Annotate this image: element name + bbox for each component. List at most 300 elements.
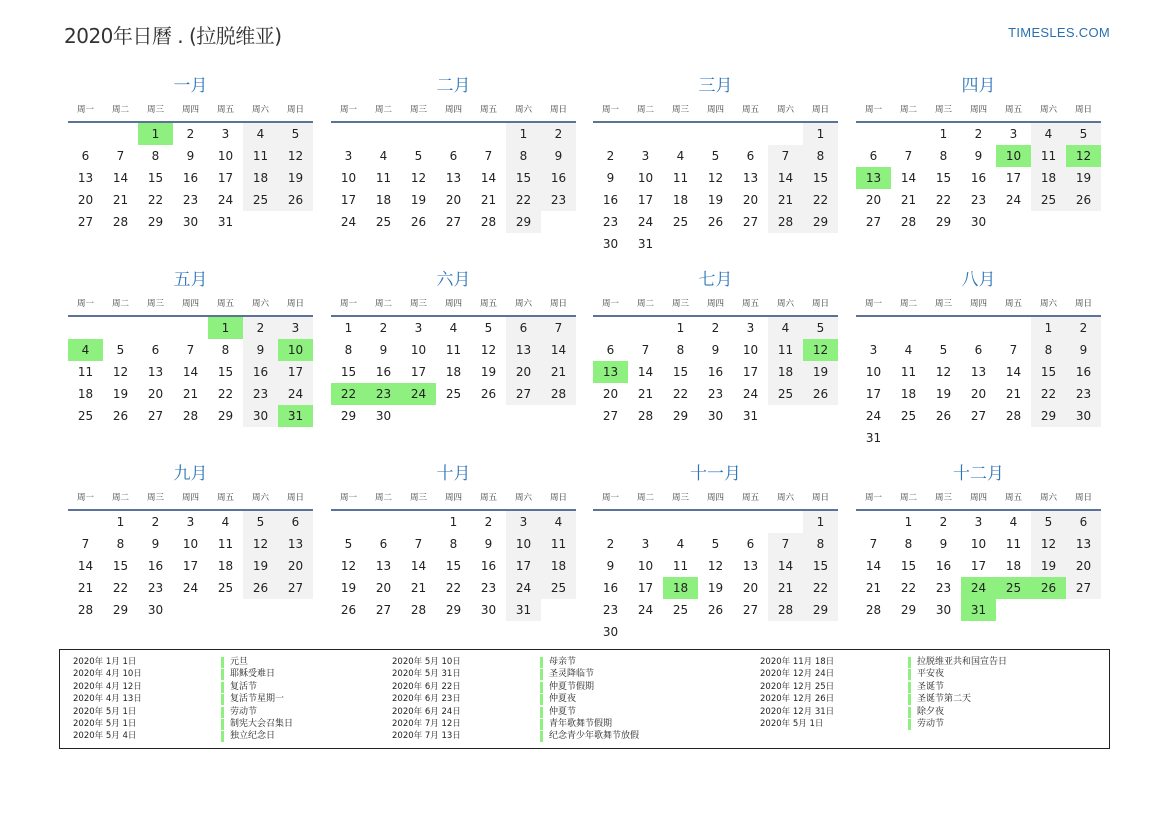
day-cell[interactable]: 27 bbox=[445, 215, 462, 229]
day-cell[interactable]: 10 bbox=[506, 533, 541, 555]
day-cell[interactable]: 3 bbox=[221, 127, 230, 141]
day-cell[interactable]: 17 bbox=[742, 365, 759, 379]
day-cell[interactable]: 17 bbox=[637, 193, 654, 207]
day-cell[interactable]: 3 bbox=[186, 515, 195, 529]
holiday-day-cell[interactable]: 31 bbox=[278, 405, 313, 427]
day-cell[interactable]: 12 bbox=[278, 145, 313, 167]
day-cell[interactable]: 30 bbox=[480, 603, 497, 617]
day-cell[interactable]: 23 bbox=[602, 215, 619, 229]
day-cell[interactable]: 28 bbox=[410, 603, 427, 617]
day-cell[interactable]: 25 bbox=[445, 387, 462, 401]
day-cell[interactable]: 2 bbox=[484, 515, 493, 529]
day-cell[interactable]: 27 bbox=[278, 577, 313, 599]
day-cell[interactable]: 17 bbox=[340, 193, 357, 207]
day-cell[interactable]: 8 bbox=[676, 343, 685, 357]
day-cell[interactable]: 20 bbox=[742, 193, 759, 207]
day-cell[interactable]: 4 bbox=[904, 343, 913, 357]
day-cell[interactable]: 16 bbox=[147, 559, 164, 573]
day-cell[interactable]: 20 bbox=[742, 581, 759, 595]
day-cell[interactable]: 31 bbox=[506, 599, 541, 621]
day-cell[interactable]: 24 bbox=[865, 409, 882, 423]
day-cell[interactable]: 16 bbox=[602, 193, 619, 207]
day-cell[interactable]: 25 bbox=[77, 409, 94, 423]
day-cell[interactable]: 27 bbox=[865, 215, 882, 229]
day-cell[interactable]: 6 bbox=[506, 317, 541, 339]
day-cell[interactable]: 22 bbox=[1031, 383, 1066, 405]
day-cell[interactable]: 25 bbox=[768, 383, 803, 405]
day-cell[interactable]: 5 bbox=[116, 343, 125, 357]
day-cell[interactable]: 10 bbox=[340, 171, 357, 185]
day-cell[interactable]: 7 bbox=[641, 343, 650, 357]
day-cell[interactable]: 26 bbox=[278, 189, 313, 211]
day-cell[interactable]: 10 bbox=[742, 343, 759, 357]
day-cell[interactable]: 9 bbox=[151, 537, 160, 551]
day-cell[interactable]: 8 bbox=[1031, 339, 1066, 361]
day-cell[interactable]: 9 bbox=[606, 171, 615, 185]
day-cell[interactable]: 16 bbox=[541, 167, 576, 189]
day-cell[interactable]: 8 bbox=[344, 343, 353, 357]
day-cell[interactable]: 31 bbox=[865, 431, 882, 445]
day-cell[interactable]: 2 bbox=[939, 515, 948, 529]
day-cell[interactable]: 5 bbox=[344, 537, 353, 551]
day-cell[interactable]: 24 bbox=[742, 387, 759, 401]
day-cell[interactable]: 14 bbox=[480, 171, 497, 185]
day-cell[interactable]: 17 bbox=[182, 559, 199, 573]
day-cell[interactable]: 30 bbox=[182, 215, 199, 229]
day-cell[interactable]: 1 bbox=[904, 515, 913, 529]
day-cell[interactable]: 1 bbox=[116, 515, 125, 529]
day-cell[interactable]: 14 bbox=[410, 559, 427, 573]
day-cell[interactable]: 3 bbox=[344, 149, 353, 163]
day-cell[interactable]: 29 bbox=[217, 409, 234, 423]
day-cell[interactable]: 11 bbox=[672, 559, 689, 573]
day-cell[interactable]: 13 bbox=[1066, 533, 1101, 555]
day-cell[interactable]: 4 bbox=[541, 511, 576, 533]
day-cell[interactable]: 29 bbox=[147, 215, 164, 229]
day-cell[interactable]: 6 bbox=[151, 343, 160, 357]
holiday-day-cell[interactable]: 25 bbox=[996, 577, 1031, 599]
day-cell[interactable]: 26 bbox=[340, 603, 357, 617]
day-cell[interactable]: 3 bbox=[506, 511, 541, 533]
day-cell[interactable]: 7 bbox=[81, 537, 90, 551]
day-cell[interactable]: 14 bbox=[112, 171, 129, 185]
day-cell[interactable]: 24 bbox=[278, 383, 313, 405]
day-cell[interactable]: 8 bbox=[221, 343, 230, 357]
holiday-day-cell[interactable]: 12 bbox=[803, 339, 838, 361]
day-cell[interactable]: 30 bbox=[935, 603, 952, 617]
day-cell[interactable]: 16 bbox=[1066, 361, 1101, 383]
day-cell[interactable]: 27 bbox=[742, 603, 759, 617]
day-cell[interactable]: 12 bbox=[707, 559, 724, 573]
day-cell[interactable]: 27 bbox=[1066, 577, 1101, 599]
day-cell[interactable]: 9 bbox=[186, 149, 195, 163]
day-cell[interactable]: 21 bbox=[900, 193, 917, 207]
day-cell[interactable]: 18 bbox=[1031, 167, 1066, 189]
day-cell[interactable]: 3 bbox=[1009, 127, 1018, 141]
day-cell[interactable]: 15 bbox=[803, 555, 838, 577]
day-cell[interactable]: 7 bbox=[768, 145, 803, 167]
day-cell[interactable]: 11 bbox=[672, 171, 689, 185]
day-cell[interactable]: 22 bbox=[506, 189, 541, 211]
day-cell[interactable]: 14 bbox=[182, 365, 199, 379]
day-cell[interactable]: 27 bbox=[77, 215, 94, 229]
day-cell[interactable]: 22 bbox=[672, 387, 689, 401]
day-cell[interactable]: 23 bbox=[707, 387, 724, 401]
day-cell[interactable]: 25 bbox=[672, 603, 689, 617]
day-cell[interactable]: 17 bbox=[970, 559, 987, 573]
day-cell[interactable]: 14 bbox=[900, 171, 917, 185]
day-cell[interactable]: 6 bbox=[974, 343, 983, 357]
day-cell[interactable]: 22 bbox=[900, 581, 917, 595]
day-cell[interactable]: 31 bbox=[217, 215, 234, 229]
day-cell[interactable]: 1 bbox=[803, 123, 838, 145]
day-cell[interactable]: 14 bbox=[637, 365, 654, 379]
day-cell[interactable]: 5 bbox=[939, 343, 948, 357]
day-cell[interactable]: 4 bbox=[1031, 123, 1066, 145]
day-cell[interactable]: 27 bbox=[602, 409, 619, 423]
day-cell[interactable]: 2 bbox=[974, 127, 983, 141]
day-cell[interactable]: 15 bbox=[112, 559, 129, 573]
day-cell[interactable]: 29 bbox=[803, 211, 838, 233]
day-cell[interactable]: 2 bbox=[1066, 317, 1101, 339]
day-cell[interactable]: 26 bbox=[480, 387, 497, 401]
day-cell[interactable]: 10 bbox=[410, 343, 427, 357]
day-cell[interactable]: 25 bbox=[541, 577, 576, 599]
day-cell[interactable]: 24 bbox=[182, 581, 199, 595]
day-cell[interactable]: 4 bbox=[379, 149, 388, 163]
day-cell[interactable]: 19 bbox=[410, 193, 427, 207]
day-cell[interactable]: 19 bbox=[278, 167, 313, 189]
day-cell[interactable]: 6 bbox=[869, 149, 878, 163]
day-cell[interactable]: 3 bbox=[641, 149, 650, 163]
day-cell[interactable]: 20 bbox=[865, 193, 882, 207]
day-cell[interactable]: 21 bbox=[768, 189, 803, 211]
day-cell[interactable]: 16 bbox=[480, 559, 497, 573]
day-cell[interactable]: 12 bbox=[243, 533, 278, 555]
holiday-day-cell[interactable]: 10 bbox=[278, 339, 313, 361]
day-cell[interactable]: 24 bbox=[217, 193, 234, 207]
day-cell[interactable]: 10 bbox=[637, 559, 654, 573]
day-cell[interactable]: 14 bbox=[865, 559, 882, 573]
day-cell[interactable]: 30 bbox=[602, 625, 619, 639]
day-cell[interactable]: 20 bbox=[375, 581, 392, 595]
day-cell[interactable]: 8 bbox=[151, 149, 160, 163]
day-cell[interactable]: 18 bbox=[768, 361, 803, 383]
day-cell[interactable]: 28 bbox=[77, 603, 94, 617]
day-cell[interactable]: 1 bbox=[676, 321, 685, 335]
day-cell[interactable]: 28 bbox=[768, 211, 803, 233]
day-cell[interactable]: 15 bbox=[217, 365, 234, 379]
day-cell[interactable]: 13 bbox=[445, 171, 462, 185]
day-cell[interactable]: 29 bbox=[672, 409, 689, 423]
holiday-day-cell[interactable]: 1 bbox=[208, 317, 243, 339]
day-cell[interactable]: 4 bbox=[768, 317, 803, 339]
day-cell[interactable]: 6 bbox=[1066, 511, 1101, 533]
day-cell[interactable]: 27 bbox=[375, 603, 392, 617]
day-cell[interactable]: 8 bbox=[904, 537, 913, 551]
day-cell[interactable]: 14 bbox=[768, 555, 803, 577]
day-cell[interactable]: 26 bbox=[707, 215, 724, 229]
day-cell[interactable]: 17 bbox=[217, 171, 234, 185]
day-cell[interactable]: 20 bbox=[1066, 555, 1101, 577]
day-cell[interactable]: 28 bbox=[865, 603, 882, 617]
day-cell[interactable]: 21 bbox=[77, 581, 94, 595]
holiday-day-cell[interactable]: 18 bbox=[663, 577, 698, 599]
day-cell[interactable]: 4 bbox=[221, 515, 230, 529]
day-cell[interactable]: 18 bbox=[541, 555, 576, 577]
day-cell[interactable]: 8 bbox=[449, 537, 458, 551]
day-cell[interactable]: 16 bbox=[243, 361, 278, 383]
day-cell[interactable]: 11 bbox=[445, 343, 462, 357]
day-cell[interactable]: 20 bbox=[77, 193, 94, 207]
day-cell[interactable]: 3 bbox=[869, 343, 878, 357]
day-cell[interactable]: 19 bbox=[112, 387, 129, 401]
day-cell[interactable]: 8 bbox=[116, 537, 125, 551]
day-cell[interactable]: 23 bbox=[935, 581, 952, 595]
day-cell[interactable]: 19 bbox=[480, 365, 497, 379]
day-cell[interactable]: 24 bbox=[637, 603, 654, 617]
day-cell[interactable]: 5 bbox=[1031, 511, 1066, 533]
day-cell[interactable]: 24 bbox=[1005, 193, 1022, 207]
day-cell[interactable]: 15 bbox=[672, 365, 689, 379]
day-cell[interactable]: 25 bbox=[1031, 189, 1066, 211]
day-cell[interactable]: 6 bbox=[81, 149, 90, 163]
day-cell[interactable]: 16 bbox=[935, 559, 952, 573]
day-cell[interactable]: 20 bbox=[506, 361, 541, 383]
day-cell[interactable]: 22 bbox=[935, 193, 952, 207]
brand-link[interactable]: TIMESLES.COM bbox=[1008, 25, 1110, 40]
day-cell[interactable]: 27 bbox=[742, 215, 759, 229]
day-cell[interactable]: 12 bbox=[112, 365, 129, 379]
day-cell[interactable]: 15 bbox=[445, 559, 462, 573]
day-cell[interactable]: 21 bbox=[768, 577, 803, 599]
day-cell[interactable]: 12 bbox=[480, 343, 497, 357]
day-cell[interactable]: 19 bbox=[1031, 555, 1066, 577]
day-cell[interactable]: 2 bbox=[186, 127, 195, 141]
day-cell[interactable]: 5 bbox=[1066, 123, 1101, 145]
day-cell[interactable]: 27 bbox=[970, 409, 987, 423]
day-cell[interactable]: 23 bbox=[970, 193, 987, 207]
day-cell[interactable]: 1 bbox=[1031, 317, 1066, 339]
day-cell[interactable]: 13 bbox=[506, 339, 541, 361]
day-cell[interactable]: 10 bbox=[970, 537, 987, 551]
day-cell[interactable]: 9 bbox=[1066, 339, 1101, 361]
day-cell[interactable]: 13 bbox=[375, 559, 392, 573]
day-cell[interactable]: 10 bbox=[182, 537, 199, 551]
day-cell[interactable]: 25 bbox=[900, 409, 917, 423]
day-cell[interactable]: 21 bbox=[410, 581, 427, 595]
day-cell[interactable]: 21 bbox=[541, 361, 576, 383]
day-cell[interactable]: 8 bbox=[939, 149, 948, 163]
day-cell[interactable]: 2 bbox=[243, 317, 278, 339]
day-cell[interactable]: 15 bbox=[1031, 361, 1066, 383]
day-cell[interactable]: 28 bbox=[637, 409, 654, 423]
day-cell[interactable]: 18 bbox=[445, 365, 462, 379]
day-cell[interactable]: 9 bbox=[606, 559, 615, 573]
day-cell[interactable]: 24 bbox=[340, 215, 357, 229]
day-cell[interactable]: 20 bbox=[602, 387, 619, 401]
day-cell[interactable]: 30 bbox=[1066, 405, 1101, 427]
day-cell[interactable]: 18 bbox=[672, 193, 689, 207]
day-cell[interactable]: 1 bbox=[939, 127, 948, 141]
day-cell[interactable]: 31 bbox=[742, 409, 759, 423]
day-cell[interactable]: 18 bbox=[77, 387, 94, 401]
day-cell[interactable]: 26 bbox=[707, 603, 724, 617]
day-cell[interactable]: 9 bbox=[379, 343, 388, 357]
day-cell[interactable]: 29 bbox=[935, 215, 952, 229]
day-cell[interactable]: 7 bbox=[484, 149, 493, 163]
day-cell[interactable]: 14 bbox=[77, 559, 94, 573]
day-cell[interactable]: 26 bbox=[1066, 189, 1101, 211]
day-cell[interactable]: 26 bbox=[935, 409, 952, 423]
day-cell[interactable]: 11 bbox=[768, 339, 803, 361]
day-cell[interactable]: 25 bbox=[243, 189, 278, 211]
day-cell[interactable]: 6 bbox=[449, 149, 458, 163]
day-cell[interactable]: 27 bbox=[147, 409, 164, 423]
day-cell[interactable]: 9 bbox=[974, 149, 983, 163]
holiday-day-cell[interactable]: 24 bbox=[961, 577, 996, 599]
day-cell[interactable]: 24 bbox=[506, 577, 541, 599]
day-cell[interactable]: 1 bbox=[449, 515, 458, 529]
day-cell[interactable]: 28 bbox=[900, 215, 917, 229]
day-cell[interactable]: 5 bbox=[484, 321, 493, 335]
day-cell[interactable]: 11 bbox=[375, 171, 392, 185]
day-cell[interactable]: 7 bbox=[869, 537, 878, 551]
day-cell[interactable]: 22 bbox=[217, 387, 234, 401]
day-cell[interactable]: 27 bbox=[506, 383, 541, 405]
day-cell[interactable]: 11 bbox=[243, 145, 278, 167]
day-cell[interactable]: 19 bbox=[803, 361, 838, 383]
day-cell[interactable]: 20 bbox=[970, 387, 987, 401]
day-cell[interactable]: 7 bbox=[904, 149, 913, 163]
day-cell[interactable]: 26 bbox=[112, 409, 129, 423]
day-cell[interactable]: 4 bbox=[243, 123, 278, 145]
day-cell[interactable]: 17 bbox=[865, 387, 882, 401]
day-cell[interactable]: 25 bbox=[375, 215, 392, 229]
day-cell[interactable]: 5 bbox=[711, 149, 720, 163]
day-cell[interactable]: 12 bbox=[707, 171, 724, 185]
day-cell[interactable]: 28 bbox=[480, 215, 497, 229]
day-cell[interactable]: 13 bbox=[147, 365, 164, 379]
day-cell[interactable]: 7 bbox=[541, 317, 576, 339]
day-cell[interactable]: 23 bbox=[602, 603, 619, 617]
holiday-day-cell[interactable]: 26 bbox=[1031, 577, 1066, 599]
day-cell[interactable]: 30 bbox=[707, 409, 724, 423]
day-cell[interactable]: 1 bbox=[344, 321, 353, 335]
day-cell[interactable]: 2 bbox=[606, 149, 615, 163]
day-cell[interactable]: 2 bbox=[606, 537, 615, 551]
day-cell[interactable]: 13 bbox=[970, 365, 987, 379]
day-cell[interactable]: 18 bbox=[900, 387, 917, 401]
day-cell[interactable]: 5 bbox=[278, 123, 313, 145]
day-cell[interactable]: 3 bbox=[641, 537, 650, 551]
day-cell[interactable]: 15 bbox=[506, 167, 541, 189]
day-cell[interactable]: 11 bbox=[541, 533, 576, 555]
day-cell[interactable]: 11 bbox=[217, 537, 234, 551]
day-cell[interactable]: 14 bbox=[541, 339, 576, 361]
day-cell[interactable]: 10 bbox=[217, 149, 234, 163]
day-cell[interactable]: 28 bbox=[182, 409, 199, 423]
day-cell[interactable]: 9 bbox=[711, 343, 720, 357]
day-cell[interactable]: 9 bbox=[541, 145, 576, 167]
day-cell[interactable]: 22 bbox=[803, 189, 838, 211]
day-cell[interactable]: 25 bbox=[217, 581, 234, 595]
day-cell[interactable]: 19 bbox=[1066, 167, 1101, 189]
holiday-day-cell[interactable]: 4 bbox=[68, 339, 103, 361]
holiday-day-cell[interactable]: 24 bbox=[401, 383, 436, 405]
day-cell[interactable]: 30 bbox=[147, 603, 164, 617]
day-cell[interactable]: 10 bbox=[865, 365, 882, 379]
day-cell[interactable]: 17 bbox=[410, 365, 427, 379]
holiday-day-cell[interactable]: 1 bbox=[138, 123, 173, 145]
day-cell[interactable]: 16 bbox=[970, 171, 987, 185]
day-cell[interactable]: 14 bbox=[768, 167, 803, 189]
day-cell[interactable]: 3 bbox=[974, 515, 983, 529]
day-cell[interactable]: 26 bbox=[803, 383, 838, 405]
day-cell[interactable]: 1 bbox=[803, 511, 838, 533]
day-cell[interactable]: 20 bbox=[147, 387, 164, 401]
day-cell[interactable]: 30 bbox=[375, 409, 392, 423]
day-cell[interactable]: 16 bbox=[375, 365, 392, 379]
holiday-day-cell[interactable]: 13 bbox=[856, 167, 891, 189]
day-cell[interactable]: 18 bbox=[375, 193, 392, 207]
day-cell[interactable]: 26 bbox=[410, 215, 427, 229]
day-cell[interactable]: 12 bbox=[935, 365, 952, 379]
day-cell[interactable]: 12 bbox=[410, 171, 427, 185]
day-cell[interactable]: 16 bbox=[602, 581, 619, 595]
day-cell[interactable]: 6 bbox=[746, 537, 755, 551]
day-cell[interactable]: 15 bbox=[935, 171, 952, 185]
day-cell[interactable]: 6 bbox=[746, 149, 755, 163]
day-cell[interactable]: 16 bbox=[182, 171, 199, 185]
day-cell[interactable]: 11 bbox=[900, 365, 917, 379]
day-cell[interactable]: 28 bbox=[112, 215, 129, 229]
day-cell[interactable]: 25 bbox=[672, 215, 689, 229]
day-cell[interactable]: 18 bbox=[1005, 559, 1022, 573]
day-cell[interactable]: 22 bbox=[147, 193, 164, 207]
day-cell[interactable]: 19 bbox=[243, 555, 278, 577]
day-cell[interactable]: 3 bbox=[746, 321, 755, 335]
day-cell[interactable]: 19 bbox=[340, 581, 357, 595]
day-cell[interactable]: 13 bbox=[742, 171, 759, 185]
day-cell[interactable]: 30 bbox=[243, 405, 278, 427]
holiday-day-cell[interactable]: 13 bbox=[593, 361, 628, 383]
day-cell[interactable]: 6 bbox=[379, 537, 388, 551]
day-cell[interactable]: 5 bbox=[243, 511, 278, 533]
day-cell[interactable]: 11 bbox=[77, 365, 94, 379]
day-cell[interactable]: 29 bbox=[803, 599, 838, 621]
day-cell[interactable]: 6 bbox=[606, 343, 615, 357]
day-cell[interactable]: 30 bbox=[602, 237, 619, 251]
day-cell[interactable]: 23 bbox=[243, 383, 278, 405]
day-cell[interactable]: 7 bbox=[414, 537, 423, 551]
day-cell[interactable]: 29 bbox=[900, 603, 917, 617]
day-cell[interactable]: 20 bbox=[445, 193, 462, 207]
day-cell[interactable]: 18 bbox=[217, 559, 234, 573]
day-cell[interactable]: 21 bbox=[480, 193, 497, 207]
day-cell[interactable]: 4 bbox=[1009, 515, 1018, 529]
day-cell[interactable]: 24 bbox=[637, 215, 654, 229]
day-cell[interactable]: 5 bbox=[414, 149, 423, 163]
day-cell[interactable]: 17 bbox=[637, 581, 654, 595]
day-cell[interactable]: 19 bbox=[707, 581, 724, 595]
day-cell[interactable]: 29 bbox=[445, 603, 462, 617]
day-cell[interactable]: 13 bbox=[77, 171, 94, 185]
day-cell[interactable]: 15 bbox=[147, 171, 164, 185]
holiday-day-cell[interactable]: 10 bbox=[996, 145, 1031, 167]
day-cell[interactable]: 9 bbox=[939, 537, 948, 551]
day-cell[interactable]: 23 bbox=[147, 581, 164, 595]
